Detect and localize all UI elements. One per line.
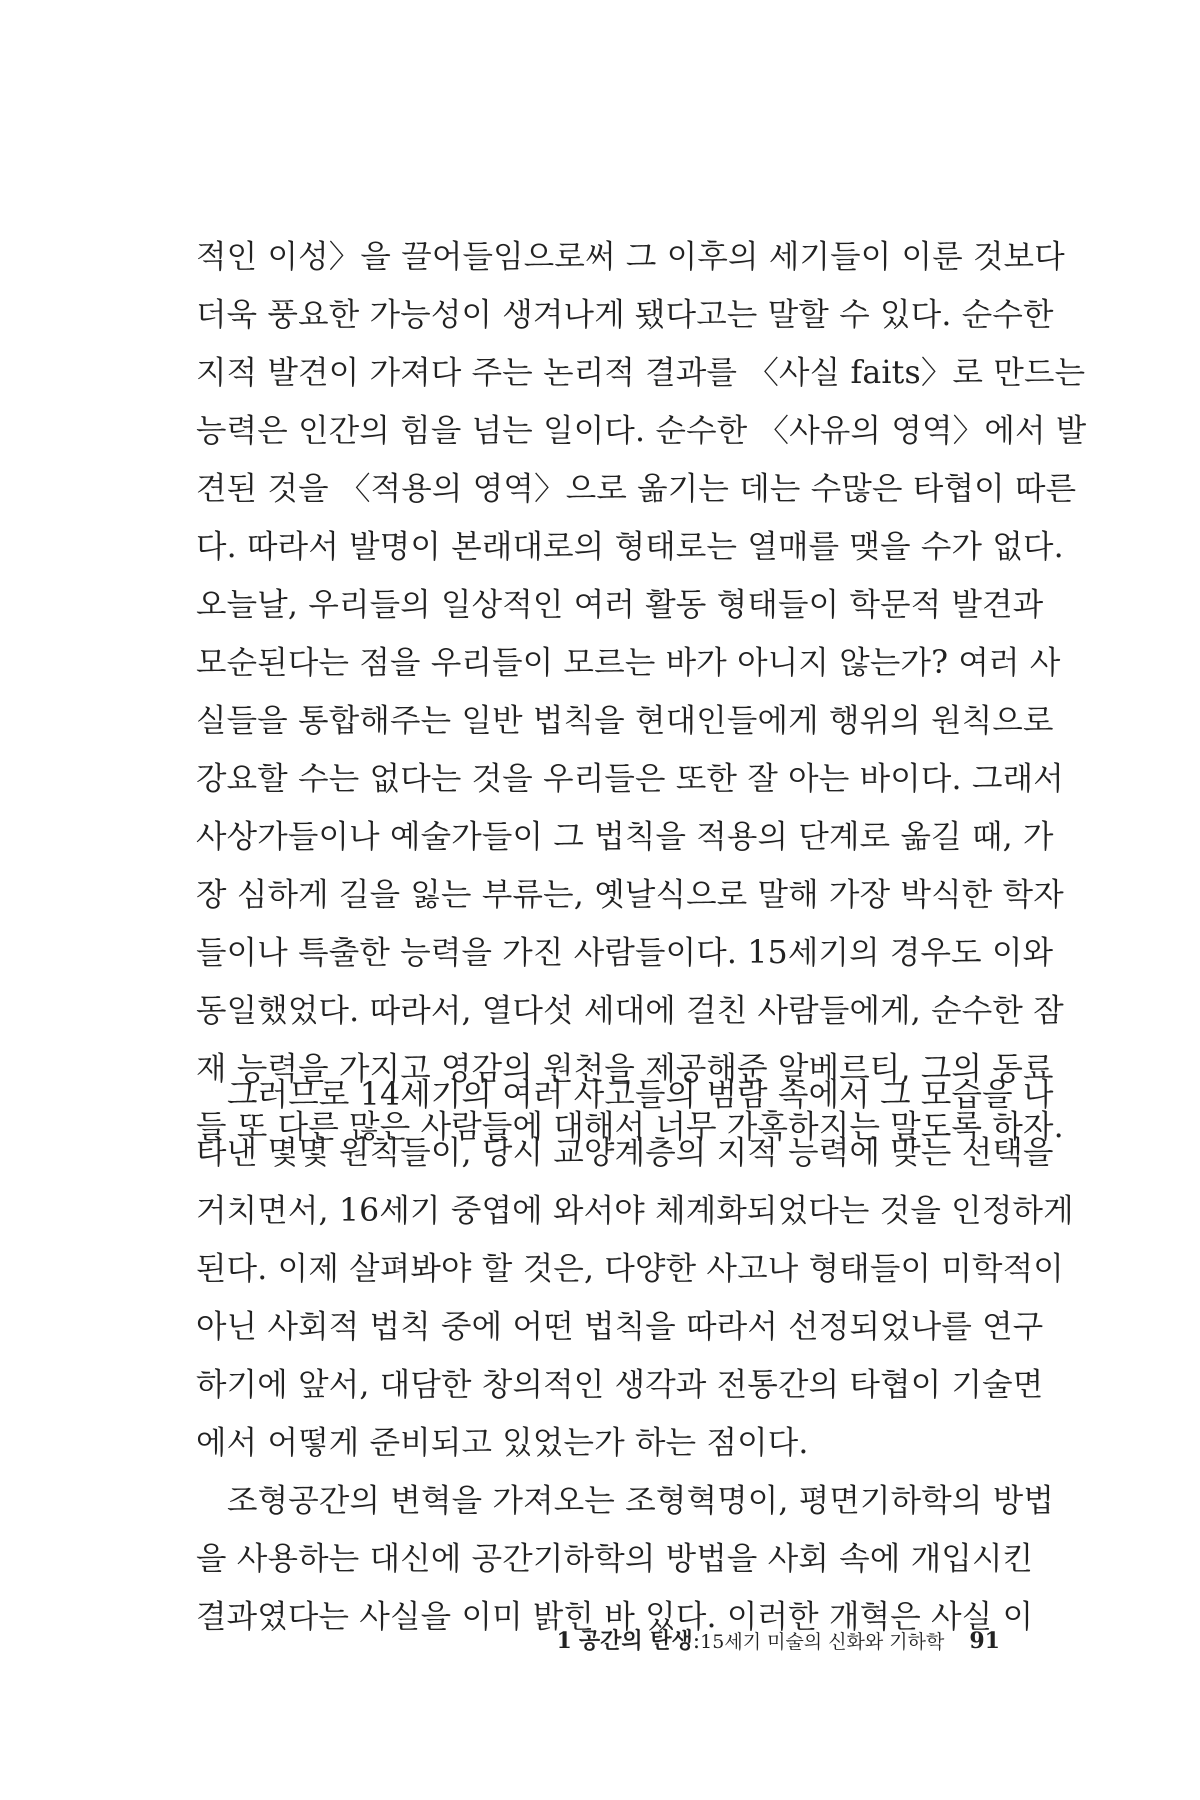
- text-line: 지적 발견이 가져다 주는 논리적 결과를 〈사실 faits〉로 만드는: [196, 355, 1086, 391]
- text-line: 더욱 풍요한 가능성이 생겨나게 됐다고는 말할 수 있다. 순수한: [196, 297, 1054, 333]
- text-line: 타낸 몇몇 원칙들이, 당시 교양계층의 지적 능력에 맞는 선택을: [196, 1135, 1054, 1171]
- text-line: 오늘날, 우리들의 일상적인 여러 활동 형태들이 학문적 발견과: [196, 587, 1044, 623]
- footer-separator: :: [692, 1629, 701, 1654]
- text-line: 능력은 인간의 힘을 넘는 일이다. 순수한 〈사유의 영역〉에서 발: [196, 413, 1087, 449]
- text-line: 실들을 통합해주는 일반 법칙을 현대인들에게 행위의 원칙으로: [196, 703, 1054, 739]
- text-line: 강요할 수는 없다는 것을 우리들은 또한 잘 아는 바이다. 그래서: [196, 761, 1064, 797]
- chapter-subtitle: 15세기 미술의 신화와 기하학: [700, 1631, 945, 1653]
- text-line: 결과였다는 사실을 이미 밝힌 바 있다. 이러한 개혁은 사실 이: [196, 1599, 1034, 1635]
- text-line: 을 사용하는 대신에 공간기하학의 방법을 사회 속에 개입시킨: [196, 1541, 1034, 1577]
- paragraph: [196, 1472, 1055, 1646]
- chapter-number: 1: [556, 1628, 572, 1654]
- text-line: 모순된다는 점을 우리들이 모르는 바가 아니지 않는가? 여러 사: [196, 645, 1061, 681]
- text-line: 적인 이성〉을 끌어들임으로써 그 이후의 세기들이 이룬 것보다: [196, 239, 1065, 275]
- text-line: 동일했었다. 따라서, 열다섯 세대에 걸친 사람들에게, 순수한 잠: [196, 993, 1064, 1029]
- text-line: 에서 어떻게 준비되고 있었는가 하는 점이다.: [196, 1425, 809, 1461]
- body-text-bottom: [196, 1066, 1074, 1646]
- text-line: 거치면서, 16세기 중엽에 와서야 체계화되었다는 것을 인정하게: [196, 1193, 1074, 1229]
- text-line: 된다. 이제 살펴봐야 할 것은, 다양한 사고나 형태들이 미학적이: [196, 1251, 1064, 1287]
- running-footer: [470, 1621, 1000, 1661]
- text-line: 장 심하게 길을 잃는 부류는, 옛날식으로 말해 가장 박식한 학자: [196, 877, 1064, 913]
- text-line: 아닌 사회적 법칙 중에 어떤 법칙을 따라서 선정되었나를 연구: [196, 1309, 1044, 1345]
- page-number: 91: [969, 1628, 1000, 1654]
- text-line: 들 또 다른 많은 사람들에 대해서 너무 가혹하지는 말도록 하자.: [196, 1109, 1064, 1145]
- text-line: 견된 것을 〈적용의 영역〉으로 옮기는 데는 수많은 타협이 따른: [196, 471, 1077, 507]
- text-line: 조형공간의 변혁을 가져오는 조형혁명이, 평면기하학의 방법: [227, 1483, 1055, 1519]
- text-line: 사상가들이나 예술가들이 그 법칙을 적용의 단계로 옮길 때, 가: [196, 819, 1054, 855]
- chapter-title: 공간의 탄생: [578, 1628, 693, 1654]
- text-line: 하기에 앞서, 대담한 창의적인 생각과 전통간의 타협이 기술면: [196, 1367, 1044, 1403]
- paragraph: [196, 1066, 1074, 1472]
- text-line: 다. 따라서 발명이 본래대로의 형태로는 열매를 맺을 수가 없다.: [196, 529, 1064, 565]
- text-line: 그러므로 14세기의 여러 사고들의 범람 속에서 그 모습을 나: [227, 1077, 1054, 1113]
- text-line: 들이나 특출한 능력을 가진 사람들이다. 15세기의 경우도 이와: [196, 935, 1054, 971]
- paragraph: [196, 228, 1087, 1156]
- text-line: 재 능력을 가지고 영감의 원천을 제공해준 알베르티, 그의 동료: [196, 1051, 1054, 1087]
- body-text-top: [196, 228, 1087, 1156]
